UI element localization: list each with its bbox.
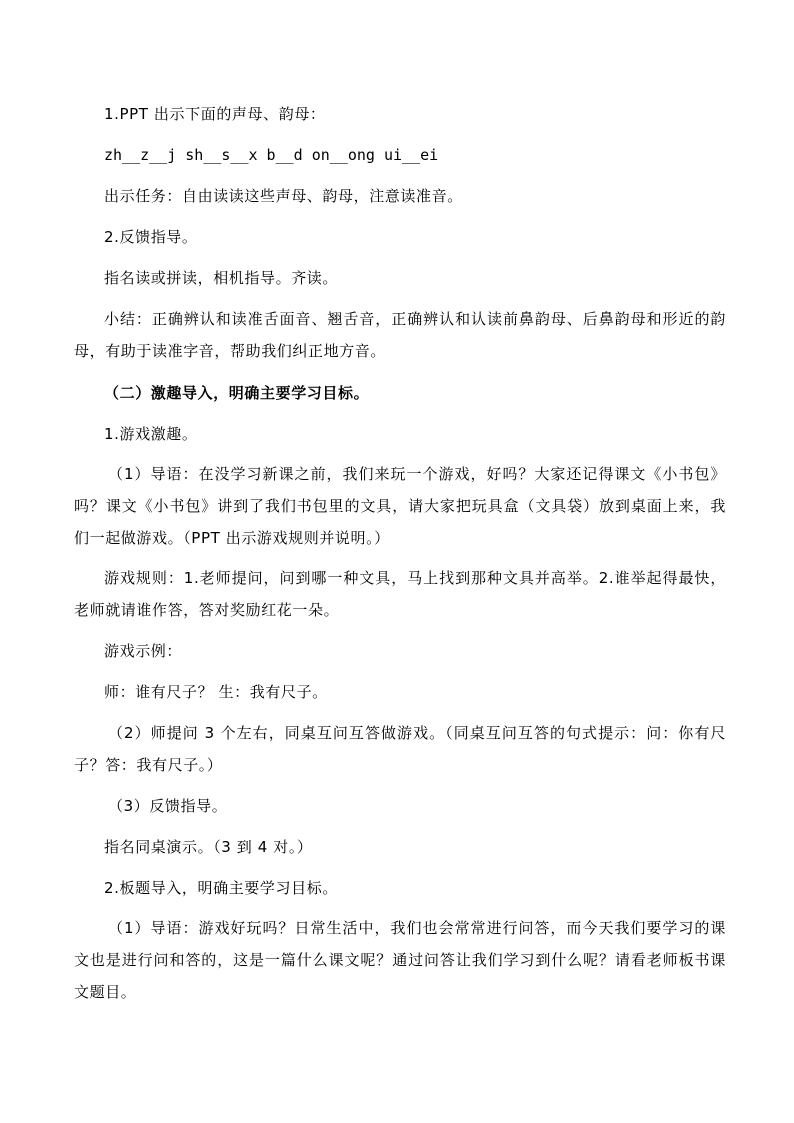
paragraph-game-intro-heading: 1.游戏激趣。	[104, 425, 198, 443]
section-heading-2: （二）激趣导入，明确主要学习目标。	[104, 384, 370, 402]
paragraph-summary: 小结：正确辨认和读准舌面音、翘舌音，正确辨认和认读前鼻韵母、后鼻韵母和形近的韵母，有助于读准字音，帮助我们纠正地方音。	[74, 310, 726, 360]
paragraph-guide-2: （1）导语：游戏好玩吗？日常生活中，我们也会常常进行问答，而今天我们要学习的课文也是进行问和答的，这是一篇什么课文呢？通过问答让我们学习到什么呢？请看老师板书课文题目。	[74, 919, 726, 1001]
paragraph-feedback-heading: 2.反馈指导。	[104, 228, 198, 246]
paragraph-feedback-3: （3）反馈指导。	[108, 797, 228, 815]
paragraph-task: 出示任务：自由读读这些声母、韵母，注意读准音。	[104, 187, 463, 205]
paragraph-title-intro-heading: 2.板题导入，明确主要学习目标。	[104, 879, 338, 897]
paragraph-game-rules: 游戏规则：1.老师提问，问到哪一种文具，马上找到那种文具并高举。2.谁举起得最快，老师就请谁作答，答对奖励红花一朵。	[74, 569, 726, 619]
paragraph-guide-1: （1）导语：在没学习新课之前，我们来玩一个游戏，好吗？大家还记得课文《小书包》吗？课文《小书包》讲到了我们书包里的文具，请大家把玩具盒（文具袋）放到桌面上来，我们一起做游戏。（PPT 出示游戏规则并说明。）	[74, 465, 726, 547]
paragraph-ppt-intro: 1.PPT 出示下面的声母、韵母：	[104, 105, 326, 123]
paragraph-game-example: 师：谁有尺子？ 生：我有尺子。	[104, 683, 328, 701]
paragraph-name-reading: 指名读或拼读，相机指导。齐读。	[104, 269, 339, 287]
paragraph-demo: 指名同桌演示。（3 到 4 对。）	[104, 838, 313, 856]
paragraph-game-example-heading: 游戏示例：	[104, 642, 183, 660]
paragraph-pair-practice: （2）师提问 3 个左右，同桌互问互答做游戏。（同桌互问互答的句式提示：问：你有尺子？答：我有尺子。）	[74, 724, 726, 774]
paragraph-pinyin-pairs: zh__z__j sh__s__x b__d on__ong ui__ei	[104, 146, 439, 164]
